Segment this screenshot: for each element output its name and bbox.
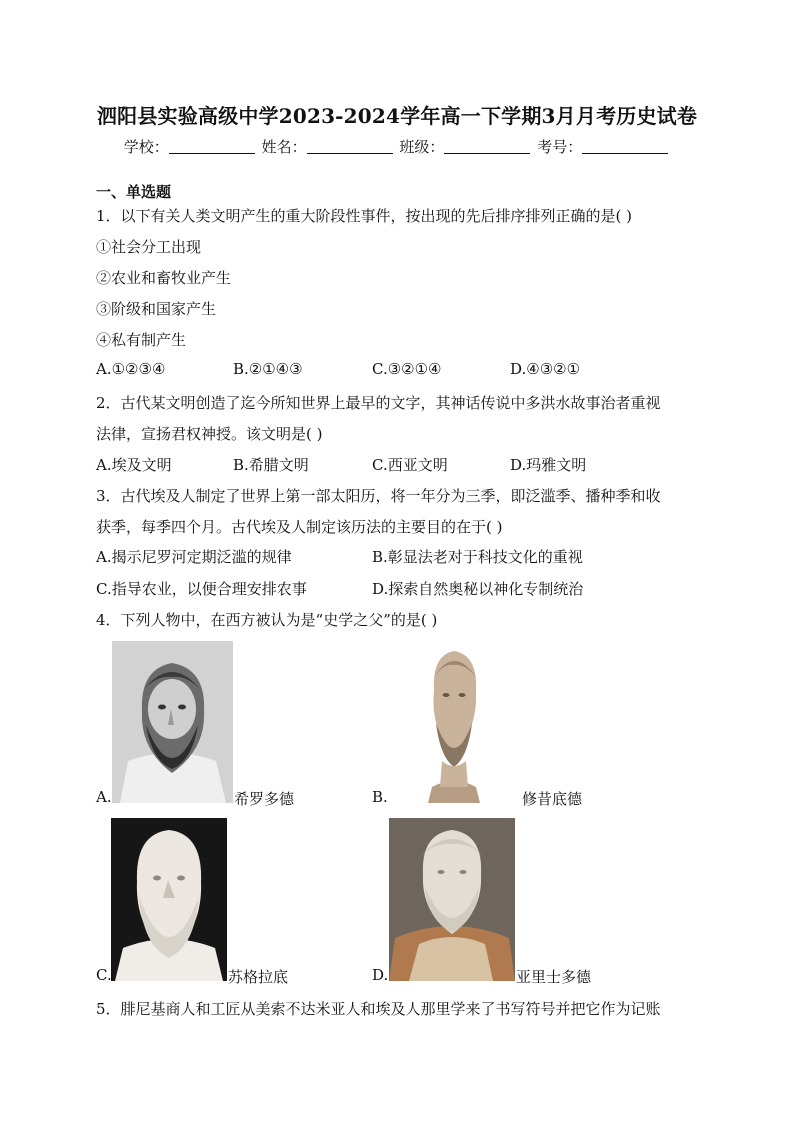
q5-stem: 5．腓尼基商人和工匠从美索不达米亚人和埃及人那里学来了书写符号并把它作为记账: [96, 1000, 661, 1018]
q1-option-c[interactable]: C.③②①④: [372, 360, 442, 378]
herodotus-portrait: [112, 641, 233, 803]
q3-option-c[interactable]: C.指导农业，以便合理安排农事: [96, 580, 307, 598]
exam-number-blank[interactable]: [582, 139, 668, 154]
q3-option-d[interactable]: D.探索自然奥秘以神化专制统治: [372, 580, 584, 598]
exam-number-label: 考号：: [537, 138, 583, 156]
q4-option-a-letter[interactable]: A.: [96, 788, 112, 806]
name-label: 姓名：: [261, 138, 307, 156]
q1-stem: 1．以下有关人类文明产生的重大阶段性事件，按出现的先后排序排列正确的是( ): [96, 207, 633, 225]
q1-item-4: ④私有制产生: [96, 331, 187, 349]
q1-option-a[interactable]: A.①②③④: [96, 360, 166, 378]
q2-option-a[interactable]: A.埃及文明: [96, 456, 172, 474]
q4-option-a-name[interactable]: 希罗多德: [234, 790, 295, 808]
q3-stem-line1: 3．古代埃及人制定了世界上第一部太阳历，将一年分为三季，即泛滥季、播种季和收: [96, 487, 661, 505]
thucydides-portrait: [388, 641, 518, 803]
section-heading: 一、单选题: [96, 183, 172, 201]
bust-image: [389, 818, 515, 981]
bust-image: [112, 641, 233, 803]
q4-option-c-name[interactable]: 苏格拉底: [228, 968, 289, 986]
q3-option-a[interactable]: A.揭示尼罗河定期泛滥的规律: [96, 548, 292, 566]
exam-title: 泗阳县实验高级中学2023-2024学年高一下学期3月月考历史试卷: [96, 104, 698, 128]
q1-item-3: ③阶级和国家产生: [96, 300, 217, 318]
q1-option-d[interactable]: D.④③②①: [510, 360, 581, 378]
class-label: 班级：: [399, 138, 445, 156]
bust-image: [111, 818, 227, 981]
student-info-line: [0, 136, 794, 157]
q2-stem-line1: 2．古代某文明创造了迄今所知世界上最早的文字，其神话传说中多洪水故事治者重视: [96, 394, 661, 412]
q4-option-d-letter[interactable]: D.: [372, 966, 389, 984]
q4-stem: 4．下列人物中，在西方被认为是“史学之父”的是( ): [96, 611, 438, 629]
class-blank[interactable]: [444, 139, 530, 154]
socrates-portrait: [111, 818, 227, 981]
q2-option-d[interactable]: D.玛雅文明: [510, 456, 587, 474]
q1-item-2: ②农业和畜牧业产生: [96, 269, 232, 287]
q4-option-d-name[interactable]: 亚里士多德: [516, 968, 592, 986]
q3-option-b[interactable]: B.彰显法老对于科技文化的重视: [372, 548, 583, 566]
q1-option-b[interactable]: B.②①④③: [233, 360, 303, 378]
school-label: 学校：: [123, 138, 169, 156]
name-blank[interactable]: [307, 139, 393, 154]
school-blank[interactable]: [169, 139, 255, 154]
q2-option-c[interactable]: C.西亚文明: [372, 456, 448, 474]
q3-stem-line2: 获季，每季四个月。古代埃及人制定该历法的主要目的在于( ): [96, 518, 503, 536]
q2-option-b[interactable]: B.希腊文明: [233, 456, 309, 474]
q4-option-b-letter[interactable]: B.: [372, 788, 388, 806]
q2-stem-line2: 法律，宣扬君权神授。该文明是( ): [96, 425, 323, 443]
q1-item-1: ①社会分工出现: [96, 238, 202, 256]
q4-option-c-letter[interactable]: C.: [96, 966, 112, 984]
aristotle-portrait: [389, 818, 515, 981]
q4-option-b-name[interactable]: 修昔底德: [522, 790, 583, 808]
bust-image: [388, 641, 518, 803]
